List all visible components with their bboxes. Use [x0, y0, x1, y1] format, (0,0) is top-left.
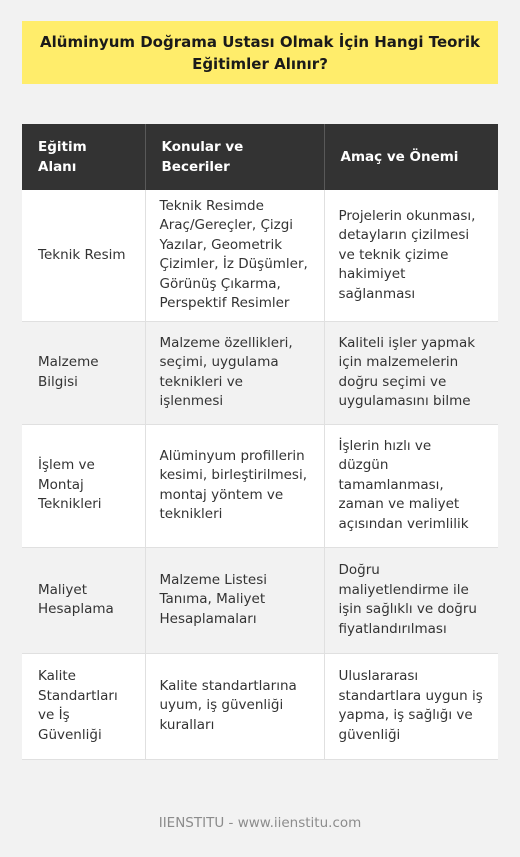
- table-header-row: [22, 124, 498, 190]
- training-table: [22, 124, 498, 760]
- cell-topics: Alüminyum profillerin kesimi, birleştirilmesi, montaj yöntem ve teknikleri: [145, 424, 324, 547]
- footer-credit: IIENSTITU - www.iienstitu.com: [158, 815, 362, 831]
- header-topics: Konular ve Beceriler: [145, 124, 324, 190]
- cell-topics: Teknik Resimde Araç/Gereçler, Çizgi Yazılar, Geometrik Çizimler, İz Düşümler, Görünüş Çıkarma, Perspektif Resimler: [145, 190, 324, 321]
- header-area: Eğitim Alanı: [22, 124, 145, 190]
- table-row: [22, 547, 498, 653]
- cell-purpose: İşlerin hızlı ve düzgün tamamlanması, zaman ve maliyet açısından verimlilik: [324, 424, 498, 547]
- cell-area: Teknik Resim: [22, 190, 145, 321]
- cell-topics: Malzeme Listesi Tanıma, Maliyet Hesaplamaları: [145, 547, 324, 653]
- cell-area: Malzeme Bilgisi: [22, 321, 145, 424]
- cell-purpose: Uluslararası standartlara uygun iş yapma, iş sağlığı ve güvenliği: [324, 653, 498, 759]
- title-banner: [22, 21, 498, 84]
- cell-area: İşlem ve Montaj Teknikleri: [22, 424, 145, 547]
- table-row: [22, 424, 498, 547]
- table-row: [22, 321, 498, 424]
- cell-topics: Kalite standartlarına uyum, iş güvenliği kuralları: [145, 653, 324, 759]
- cell-area: Maliyet Hesaplama: [22, 547, 145, 653]
- cell-purpose: Kaliteli işler yapmak için malzemelerin doğru seçimi ve uygulamasını bilme: [324, 321, 498, 424]
- table-row: [22, 190, 498, 321]
- cell-topics: Malzeme özellikleri, seçimi, uygulama teknikleri ve işlenmesi: [145, 321, 324, 424]
- cell-area: Kalite Standartları ve İş Güvenliği: [22, 653, 145, 759]
- page-title: Alüminyum Doğrama Ustası Olmak İçin Hangi Teorik Eğitimler Alınır?: [40, 32, 480, 73]
- cell-purpose: Projelerin okunması, detayların çizilmesi ve teknik çizime hakimiyet sağlanması: [324, 190, 498, 321]
- cell-purpose: Doğru maliyetlendirme ile işin sağlıklı ve doğru fiyatlandırılması: [324, 547, 498, 653]
- header-purpose: Amaç ve Önemi: [324, 124, 498, 190]
- table-row: [22, 653, 498, 759]
